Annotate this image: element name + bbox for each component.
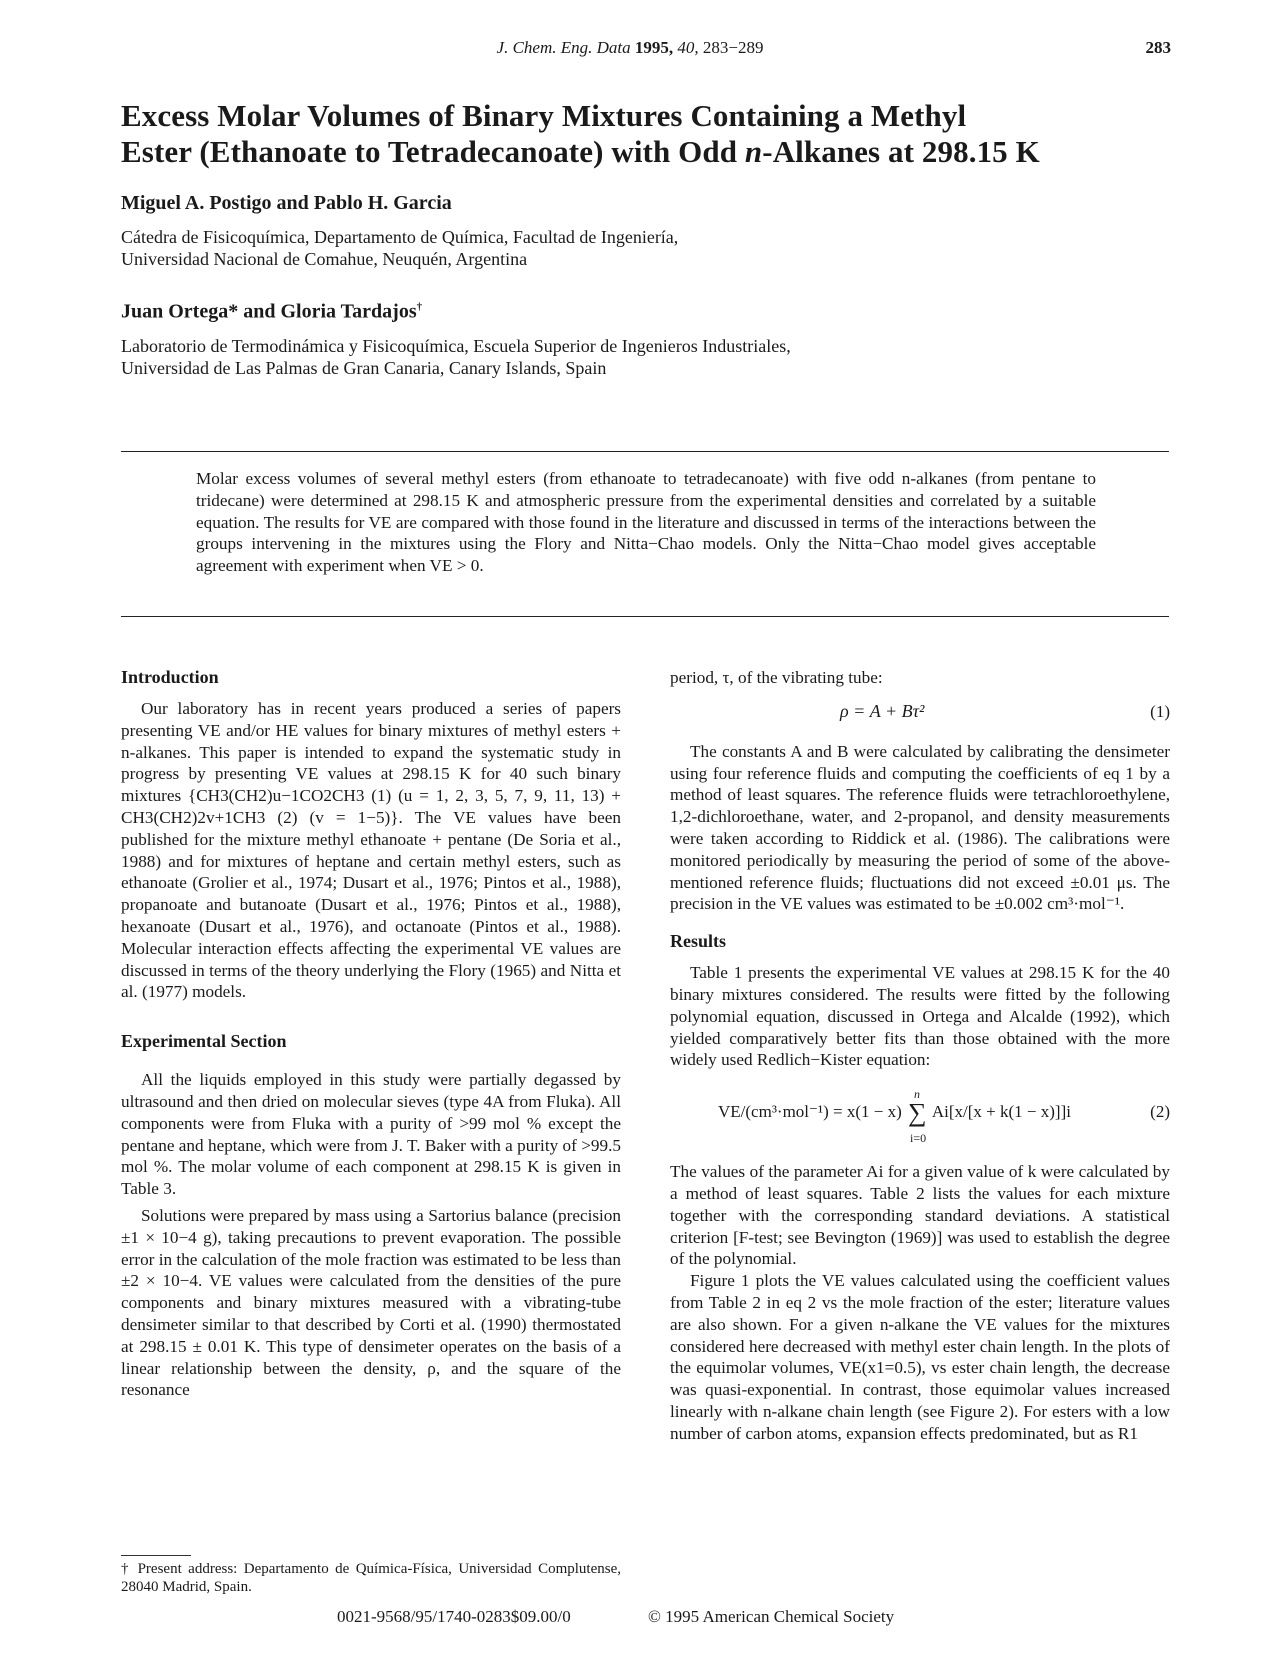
equation-2 — [670, 1077, 1170, 1157]
abstract: Molar excess volumes of several methyl esters (from ethanoate to tetradecanoate) with five odd n-alkanes (from pentane to tridecane) were determined at 298.15 K and atmospheric pressure from the experimental densities and correlated by a suitable equation. The results for VE are compared with those found in the literature and discussed in terms of the interactions between the groups intervening in the mixtures using the Flory and Nitta−Chao models. Only the Nitta−Chao model gives acceptable agreement with experiment when VE > 0. — [196, 469, 1096, 576]
dagger-mark: † — [416, 301, 423, 313]
equation-1 — [670, 695, 1170, 735]
author-affiliation: Cátedra de Fisicoquímica, Departamento de Química, Facultad de Ingeniería, Universidad Nacional de Comahue, Neuquén, Argentina — [121, 227, 679, 269]
right-column — [670, 667, 1170, 1445]
section-heading-results: Results — [670, 931, 727, 952]
author-names: Miguel A. Postigo and Pablo H. Garcia — [121, 192, 452, 214]
abstract-top-rule — [121, 451, 1169, 452]
paragraph: Table 1 presents the experimental VE values at 298.15 K for the 40 binary mixtures considered. The results were fitted by the following polynomial equation, discussed in Ortega and Alcalde (1992), which yielded comparatively better fits than those obtained with the more widely used Redlich−Kister equation: — [670, 963, 1170, 1070]
paragraph: Our laboratory has in recent years produced a series of papers presenting VE and/or HE values for binary mixtures of methyl esters + n-alkanes. This paper is intended to expand the systematic study in progress by presenting VE values at 298.15 K for 40 such binary mixtures {CH3(CH2)u−1CO2CH3 (1) (u = 1, 2, 3, 5, 7, 9, 11, 13) + CH3(CH2)2v+1CH3 (2) (v = 1−5)}. The VE values have been published for the mixture methyl ethanoate + pentane (De Soria et al., 1988) and for mixtures of heptane and certain methyl esters, such as ethanoate (Grolier et al., 1974; Dusart et al., 1976; Pintos et al., 1988), propanoate and butanoate (Dusart et al., 1976; Pintos et al., 1988), hexanoate (Dusart et al., 1976), and octanoate (Pintos et al., 1988). Molecular interaction effects affecting the experimental VE values are discussed in terms of the theory underlying the Flory (1965) and Nitta et al. (1977) models. — [121, 699, 621, 1002]
journal-volume: 40, — [677, 38, 699, 57]
section-heading-introduction: Introduction — [121, 667, 219, 687]
paragraph: All the liquids employed in this study were partially degassed by ultrasound and then dried on molecular sieves (type 4A from Fluka). All components were from Fluka with a purity of >99 mol % except the pentane and heptane, which were from J. T. Baker with a purity of >99.5 mol %. The molar volume of each component at 298.15 K is given in Table 3. — [121, 1070, 621, 1199]
paragraph: Figure 1 plots the VE values calculated using the coefficient values from Table 2 in eq 2 vs the mole fraction of the ester; literature values are also shown. For a given n-alkane the VE values for the mixtures considered here decreased with methyl ester chain length. In the plots of the equimolar volumes, VE(x1=0.5), vs ester chain length, the decrease was quasi-exponential. In contrast, those equimolar values increased linearly with n-alkane chain length (see Figure 2). For esters with a low number of carbon atoms, expansion effects predominated, but as R1 — [670, 1271, 1170, 1443]
title-line-1: Excess Molar Volumes of Binary Mixtures Containing a Methyl — [121, 98, 967, 133]
left-column — [121, 665, 621, 1401]
paragraph: The values of the parameter Ai for a given value of k were calculated by a method of least squares. Table 2 lists the values for each mixture together with the corresponding standard deviations. A statistical criterion [F-test; see Bevington (1969)] was used to establish the degree of the polynomial. — [670, 1162, 1170, 1269]
footnote: † Present address: Departamento de Química-Física, Universidad Complutense, 28040 Madrid, Spain. — [121, 1561, 621, 1595]
author-group-1 — [121, 190, 678, 270]
author-affiliation: Laboratorio de Termodinámica y Fisicoquímica, Escuela Superior de Ingenieros Industriales, Universidad de Las Palmas de Gran Canaria, Canary Islands, Spain — [121, 335, 791, 378]
abstract-bottom-rule — [121, 616, 1169, 617]
article-title — [121, 98, 1181, 170]
equation-number: (1) — [1150, 701, 1170, 721]
paragraph: Solutions were prepared by mass using a Sartorius balance (precision ±1 × 10−4 g), taking precautions to prevent evaporation. The possible error in the calculation of the mole fraction was estimated to be less than ±2 × 10−4. VE values were calculated from the densities of the pure components and binary mixtures measured with a vibrating-tube densimeter similar to that described by Corti et al. (1990) thermostated at 298.15 ± 0.01 K. This type of densimeter operates on the basis of a linear relationship between the density, ρ, and the square of the resonance — [121, 1205, 621, 1400]
author-group-2 — [121, 294, 791, 379]
equation-body: ρ = A + Bτ² — [840, 700, 925, 721]
journal-year: 1995, — [634, 38, 674, 57]
footnote-rule — [121, 1555, 191, 1556]
journal-pages: 283−289 — [702, 38, 764, 57]
author-names: Juan Ortega* and Gloria Tardajos† — [121, 300, 423, 323]
journal-header — [0, 38, 1283, 66]
section-heading-experimental: Experimental Section — [121, 1031, 287, 1052]
page-number: 283 — [1145, 38, 1171, 57]
journal-name: J. Chem. Eng. Data — [496, 38, 631, 57]
paragraph: period, τ, of the vibrating tube: — [670, 668, 883, 687]
paragraph: The constants A and B were calculated by calibrating the densimeter using four reference fluids and computing the coefficients of eq 1 by a method of least squares. The reference fluids were tetrachloroethylene, 1,2-dichloroethane, water, and 2-propanol, and density measurements were taken according to Riddick et al. (1986). The calibrations were monitored periodically by measuring the period of some of the above-mentioned reference fluids; fluctuations did not exceed ±0.01 μs. The precision in the VE values was estimated to be ±0.002 cm³·mol⁻¹. — [670, 741, 1170, 914]
article-code: 0021-9568/95/1740-0283$09.00/0 — [337, 1607, 571, 1626]
copyright: © 1995 American Chemical Society — [648, 1607, 895, 1626]
journal-reference — [400, 38, 860, 58]
title-line-2: Ester (Ethanoate to Tetradecanoate) with Odd n-Alkanes at 298.15 K — [121, 134, 1040, 169]
equation-body: VE/(cm³·mol⁻¹) = x(1 − x) ∑ n i=0 Ai[x/[x + k(1 − x)]]i — [718, 1087, 1071, 1146]
summation-sign: ∑ n i=0 — [908, 1087, 927, 1146]
equation-number: (2) — [1150, 1102, 1170, 1122]
